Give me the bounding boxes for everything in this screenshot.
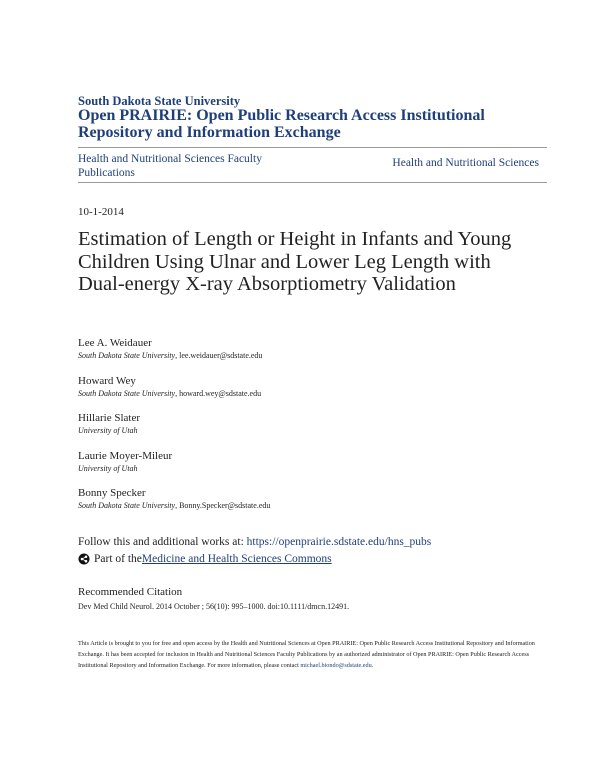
author-name: Bonny Specker [78,487,146,499]
divider-top [78,147,547,148]
divider-bottom [78,182,547,183]
footer-notice [78,638,548,671]
author-affiliation: University of Utah [78,464,138,473]
footer-text: This Article is brought to you for free and open access by the Health and Nutritional Sciences at Open PRAIRIE: Open Public Research Access Institutional Repository and Information Exchange. It has been accepted for inclusion in Health and Nutritional Sciences Faculty Publications by an authorized administrator of Open PRAIRIE: Open Public Research Access Institutional Repository and Information Exchange. For more information, please contact [78,640,535,669]
part-of-line [78,553,332,565]
author-email: , howard.wey@sdstate.edu [175,389,262,398]
author-block [78,336,262,362]
author-affiliation: University of Utah [78,426,138,435]
author-name: Hillarie Slater [78,412,141,424]
citation-text: Dev Med Child Neurol. 2014 October ; 56(10): 995–1000. doi:10.1111/dmcn.12491. [78,602,350,611]
author-email: , Bonny.Specker@sdstate.edu [175,501,271,510]
follow-line [78,536,431,548]
author-affiliation: South Dakota State University [78,501,176,510]
author-block [78,374,261,400]
article-title: Estimation of Length or Height in Infants and Young Children Using Ulnar and Lower Leg Length with Dual-energy X-ray Absorptiometry Validation [78,228,512,295]
repository-name[interactable]: Open PRAIRIE: Open Public Research Access Institutional Repository and Information Exchange [78,107,485,141]
follow-url-link[interactable]: https://openprairie.sdstate.edu/hns_pubs [246,536,432,548]
footer-end: . [371,662,374,669]
collection-link[interactable]: Health and Nutritional Sciences Faculty Publications [78,153,262,179]
publication-date: 10-1-2014 [78,206,124,218]
author-email: , lee.weidauer@sdstate.edu [175,351,263,360]
author-block [78,486,270,512]
commons-link[interactable]: Medicine and Health Sciences Commons [141,553,332,565]
part-of-label: Part of the [94,553,142,565]
follow-label: Follow this and additional works at: [78,536,247,548]
department-link[interactable]: Health and Nutritional Sciences [392,157,539,169]
author-name: Lee A. Weidauer [78,337,152,349]
institution-name[interactable]: South Dakota State University [78,94,241,108]
author-affiliation: South Dakota State University [78,351,176,360]
author-name: Laurie Moyer-Mileur [78,450,173,462]
author-affiliation: South Dakota State University [78,389,176,398]
citation-heading: Recommended Citation [78,586,183,598]
contact-email-link[interactable]: michael.biondo@sdstate.edu [300,662,372,669]
network-share-icon [78,553,90,565]
author-name: Howard Wey [78,375,136,387]
author-block [78,449,172,475]
author-block [78,411,140,437]
